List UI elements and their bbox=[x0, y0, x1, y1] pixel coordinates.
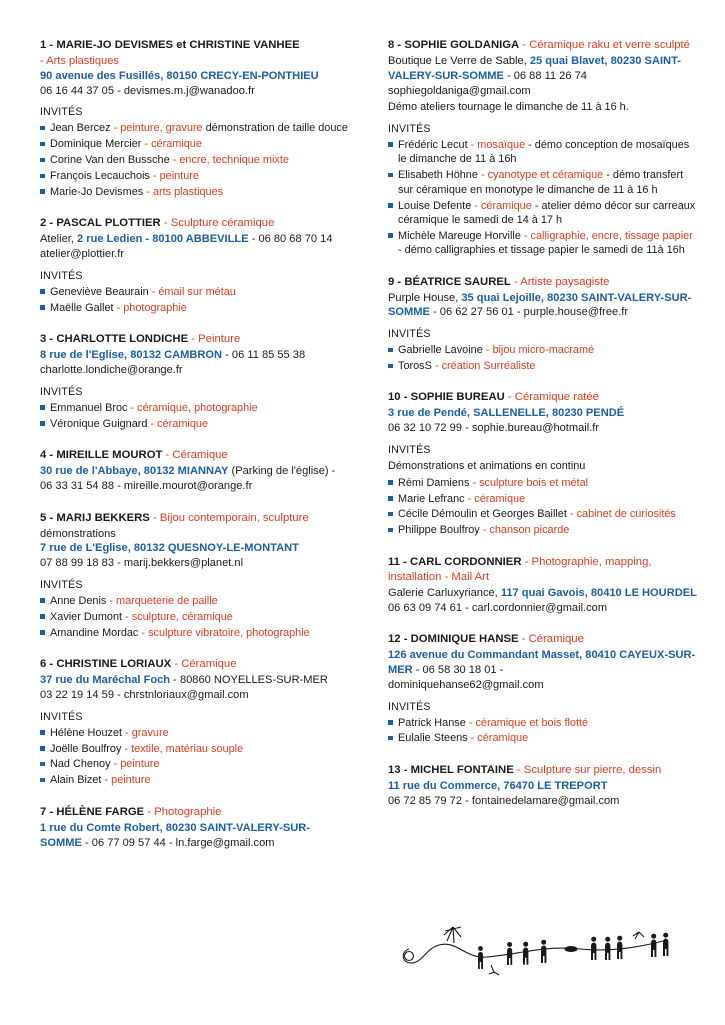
entry-contact: atelier@plottier.fr bbox=[40, 248, 125, 261]
entry-heading bbox=[40, 511, 350, 526]
entry-address-line bbox=[40, 232, 350, 247]
entry-role: - Photographie bbox=[147, 805, 222, 818]
entry-address-line bbox=[40, 673, 350, 688]
artist-entry bbox=[40, 448, 350, 494]
artist-entry bbox=[388, 275, 698, 374]
list-item bbox=[40, 401, 350, 415]
address-suffix: - 06 88 11 26 74 bbox=[503, 69, 587, 82]
guest-desc: - arts plastiques bbox=[146, 185, 224, 198]
entry-heading bbox=[40, 216, 350, 231]
entry-note: démonstrations bbox=[40, 527, 116, 540]
entry-role: - Sculpture céramique bbox=[163, 217, 275, 230]
guest-desc: - céramique bbox=[150, 417, 209, 430]
entry-role: - Bijou contemporain, sculpture bbox=[153, 511, 309, 524]
guest-desc: - photographie bbox=[116, 301, 187, 314]
guest-name: Jean Bercez bbox=[50, 122, 111, 135]
entry-title: 3 - CHARLOTTE LONDICHE bbox=[40, 333, 189, 346]
entry-title: 5 - MARIJ BEKKERS bbox=[40, 511, 150, 524]
guests-label: INVITÉS bbox=[388, 443, 431, 456]
guest-name: Elisabeth Höhne bbox=[398, 169, 478, 182]
entry-title: 1 - MARIE-JO DEVISMES et CHRISTINE VANHEE bbox=[40, 39, 300, 51]
guest-name: Frédéric Lecut bbox=[398, 138, 468, 151]
list-item bbox=[40, 285, 350, 299]
guest-tail: démonstration de taille douce bbox=[205, 122, 348, 135]
entry-address: 25 quai Blavet, 80230 SAINT-VALERY-SUR-SOMME bbox=[388, 55, 681, 82]
list-item bbox=[388, 138, 698, 167]
artist-entry bbox=[40, 216, 350, 315]
entry-address: 3 rue de Pendé, SALLENELLE, 80230 PENDÉ bbox=[388, 407, 625, 420]
entry-note: Démo ateliers tournage le dimanche de 11 à 16 h. bbox=[388, 101, 629, 114]
guest-name: Corine Van den Bussche bbox=[50, 154, 170, 167]
entry-role: - Peinture bbox=[191, 333, 241, 346]
list-item bbox=[388, 168, 698, 197]
guest-desc: - cabinet de curiosités bbox=[569, 508, 676, 521]
guest-desc: - peinture bbox=[113, 758, 160, 771]
entry-role: - Céramique bbox=[174, 658, 237, 671]
address-suffix: - 06 77 09 57 44 - ln.farge@gmail.com bbox=[81, 836, 275, 849]
address-prefix: Boutique Le Verre de Sable, bbox=[388, 55, 530, 68]
guest-list bbox=[388, 476, 698, 538]
entry-role: - Céramique raku et verre sculpté bbox=[522, 39, 690, 51]
guest-tail: - démo calligraphies et tissage papier le samedi de 11à 16h bbox=[398, 244, 685, 257]
entry-note: Démonstrations et animations en continu bbox=[388, 460, 586, 473]
artist-entry bbox=[388, 555, 698, 616]
list-item bbox=[40, 742, 350, 756]
guest-tail: - démo transfert sur céramique en monotype le dimanche de 11 à 16 h bbox=[398, 169, 684, 196]
artist-entry bbox=[40, 805, 350, 851]
entry-role: - Sculpture sur pierre, dessin bbox=[516, 763, 662, 776]
entry-address-line bbox=[388, 586, 698, 601]
guest-desc: - sculpture, céramique bbox=[125, 610, 233, 623]
entry-heading bbox=[40, 332, 350, 347]
entry-address: 2 rue Ledien - 80100 ABBEVILLE bbox=[77, 233, 249, 246]
guest-name: Marie Lefranc bbox=[398, 492, 465, 505]
guest-name: Rémi Damiens bbox=[398, 476, 470, 489]
entry-title: 6 - CHRISTINE LORIAUX bbox=[40, 658, 172, 671]
guest-desc: - émail sur métau bbox=[151, 285, 236, 298]
guests-label: INVITÉS bbox=[388, 700, 431, 713]
entry-title: 9 - BÉATRICE SAUREL bbox=[388, 275, 511, 288]
list-item bbox=[388, 492, 698, 506]
guest-list bbox=[40, 594, 350, 640]
entry-role: - Photographie, mapping, installation - Mail Art bbox=[388, 555, 652, 583]
list-item bbox=[388, 199, 698, 228]
list-item bbox=[388, 359, 698, 373]
guest-name: Philippe Boulfroy bbox=[398, 524, 480, 537]
entry-title: 11 - CARL CORDONNIER bbox=[388, 555, 522, 568]
entry-address-line bbox=[40, 464, 350, 494]
guests-label: INVITÉS bbox=[40, 269, 83, 282]
entry-heading bbox=[388, 632, 698, 647]
guest-name: Véronique Guignard bbox=[50, 417, 148, 430]
entry-address: 7 rue de L'Eglise, 80132 QUESNOY-LE-MONTANT bbox=[40, 542, 299, 555]
address-suffix: - 06 62 27 56 01 - purple.house@free.fr bbox=[429, 306, 629, 319]
guests-label: INVITÉS bbox=[40, 578, 83, 591]
guest-name: Marie-Jo Devismes bbox=[50, 185, 144, 198]
left-column bbox=[40, 38, 350, 867]
entry-address-line bbox=[40, 821, 350, 851]
guest-list bbox=[388, 716, 698, 746]
guest-list bbox=[40, 285, 350, 315]
guest-desc: - gravure bbox=[125, 726, 169, 739]
guest-name: Emmanuel Broc bbox=[50, 401, 128, 414]
right-column bbox=[388, 38, 698, 825]
guest-name: Maëlle Gallet bbox=[50, 301, 114, 314]
list-item bbox=[388, 343, 698, 357]
entry-title: 10 - SOPHIE BUREAU bbox=[388, 391, 505, 404]
entry-address: 8 rue de l'Eglise, 80132 CAMBRON bbox=[40, 349, 223, 362]
address-prefix: Atelier, bbox=[40, 233, 77, 246]
entry-contact: 06 63 09 74 61 - carl.cordonnier@gmail.com bbox=[388, 601, 608, 614]
guest-desc: - sculpture vibratoire, photographie bbox=[141, 626, 310, 639]
list-item bbox=[40, 610, 350, 624]
entry-title: 2 - PASCAL PLOTTIER bbox=[40, 217, 161, 230]
entry-contact: sophiegoldaniga@gmail.com bbox=[388, 84, 531, 97]
list-item bbox=[40, 137, 350, 151]
address-suffix: - 06 11 85 55 38 bbox=[222, 349, 306, 362]
guests-label: INVITÉS bbox=[388, 328, 431, 341]
guest-desc: - céramique bbox=[470, 732, 529, 745]
entry-address-line bbox=[388, 291, 698, 321]
guest-desc: - céramique, photographie bbox=[130, 401, 258, 414]
guest-desc: - textile, matériau souple bbox=[124, 742, 244, 755]
entry-role: - Céramique ratée bbox=[507, 391, 599, 404]
guest-list bbox=[40, 121, 350, 199]
entry-title: 4 - MIREILLE MOUROT bbox=[40, 449, 163, 462]
guest-desc: - calligraphie, encre, tissage papier bbox=[523, 229, 693, 242]
address-suffix: (Parking de l'église) - 06 33 31 54 88 - mireille.mourot@orange.fr bbox=[40, 465, 336, 492]
guest-desc: - peinture, gravure bbox=[113, 122, 203, 135]
entry-contact: 07 88 99 18 83 - marij.bekkers@planet.nl bbox=[40, 557, 244, 570]
entry-title: 12 - DOMINIQUE HANSE bbox=[388, 633, 519, 646]
list-item bbox=[40, 773, 350, 787]
list-item bbox=[40, 726, 350, 740]
entry-heading bbox=[388, 763, 698, 778]
entry-heading bbox=[388, 390, 698, 405]
artist-entry bbox=[40, 511, 350, 641]
list-item bbox=[40, 594, 350, 608]
entry-heading bbox=[40, 657, 350, 672]
guests-label: INVITÉS bbox=[40, 385, 83, 398]
guest-name: Nad Chenoy bbox=[50, 758, 111, 771]
guest-name: Gabrielle Lavoine bbox=[398, 344, 483, 357]
entry-contact: charlotte.londiche@orange.fr bbox=[40, 363, 183, 376]
guest-list bbox=[40, 401, 350, 431]
entry-heading bbox=[388, 555, 698, 585]
entry-role: - Arts plastiques bbox=[40, 55, 119, 68]
artist-entry bbox=[40, 657, 350, 788]
entry-heading bbox=[388, 275, 698, 290]
entry-role: - Céramique bbox=[521, 633, 584, 646]
artist-entry bbox=[388, 763, 698, 809]
guest-desc: - bijou micro-macramé bbox=[485, 344, 595, 357]
entry-address: 35 quai Lejoille, 80230 SAINT-VALERY-SUR-SOMME bbox=[388, 291, 692, 319]
list-item bbox=[40, 121, 350, 135]
address-suffix: - 80860 NOYELLES-SUR-MER bbox=[170, 674, 328, 687]
entry-address-line bbox=[40, 348, 350, 363]
list-item bbox=[388, 507, 698, 521]
guest-name: Dominique Mercier bbox=[50, 138, 142, 151]
guest-name: Michèle Mareuge Horville bbox=[398, 229, 521, 242]
address-prefix: Galerie Carluxyriance, bbox=[388, 586, 501, 599]
address-suffix: - 06 80 68 70 14 bbox=[248, 233, 333, 246]
entry-title: 8 - SOPHIE GOLDANIGA bbox=[388, 39, 520, 51]
guest-desc: - peinture bbox=[104, 774, 151, 787]
entry-address-line bbox=[388, 54, 698, 84]
guest-desc: - encre, technique mixte bbox=[172, 154, 289, 167]
list-item bbox=[40, 169, 350, 183]
artist-entry bbox=[388, 632, 698, 746]
guest-name: TorosS bbox=[398, 360, 432, 373]
guest-list bbox=[40, 726, 350, 788]
guests-label: INVITÉS bbox=[40, 106, 83, 119]
guest-name: Hélène Houzet bbox=[50, 726, 123, 739]
entry-address: 90 avenue des Fusillés, 80150 CRECY-EN-PONTHIEU bbox=[40, 69, 319, 82]
guest-list bbox=[388, 343, 698, 373]
entry-role: - Artiste paysagiste bbox=[513, 275, 610, 288]
guest-name: Geneviève Beaurain bbox=[50, 285, 149, 298]
list-item bbox=[388, 731, 698, 745]
entry-title: 13 - MICHEL FONTAINE bbox=[388, 763, 514, 776]
two-column-layout bbox=[40, 38, 697, 867]
entry-heading bbox=[40, 38, 350, 53]
entry-contact: 06 72 85 79 72 - fontainedelamare@gmail.com bbox=[388, 794, 620, 807]
guest-desc: - céramique bbox=[144, 138, 202, 151]
entry-role: - Céramique bbox=[165, 449, 228, 462]
guest-desc: - céramique bbox=[467, 492, 526, 505]
guest-name: Cécile Démoulin et Georges Baillet bbox=[398, 508, 567, 521]
guest-name: Amandine Mordac bbox=[50, 626, 139, 639]
address-prefix: Purple House, bbox=[388, 291, 462, 304]
decorative-footer-illustration bbox=[395, 905, 695, 995]
list-item bbox=[388, 229, 698, 258]
list-item bbox=[40, 626, 350, 640]
list-item bbox=[40, 417, 350, 431]
list-item bbox=[388, 716, 698, 730]
list-item bbox=[40, 757, 350, 771]
entry-address: 11 rue du Commerce, 76470 LE TREPORT bbox=[388, 779, 608, 792]
guests-label: INVITÉS bbox=[40, 710, 83, 723]
entry-address-line bbox=[388, 648, 698, 678]
entry-heading bbox=[388, 38, 698, 53]
guest-desc: - marqueterie de paille bbox=[109, 594, 218, 607]
artist-entry bbox=[388, 38, 698, 258]
entry-contact: 03 22 19 14 59 - chrstnloriaux@gmail.com bbox=[40, 688, 249, 701]
entry-address: 117 quai Gavois, 80410 LE HOURDEL bbox=[500, 586, 697, 599]
guest-tail: - atelier démo décor sur carreaux céramique le samedi de 14 à 17 h bbox=[398, 199, 696, 226]
entry-address: 126 avenue du Commandant Masset, 80410 CAYEUX-SUR-MER bbox=[388, 649, 696, 677]
list-item bbox=[388, 476, 698, 490]
guest-desc: - céramique et bois flotté bbox=[468, 716, 589, 729]
guest-name: Anne Denis bbox=[50, 594, 107, 607]
guest-desc: - céramique bbox=[474, 199, 532, 212]
entry-contact: dominiquehanse62@gmail.com bbox=[388, 678, 544, 691]
guest-name: Patrick Hanse bbox=[398, 716, 466, 729]
address-suffix: - 06 58 30 18 01 - bbox=[412, 664, 504, 677]
list-item bbox=[40, 185, 350, 199]
guest-desc: - création Surréaliste bbox=[434, 360, 536, 373]
guest-desc: - sculpture bois et métal bbox=[472, 476, 589, 489]
guest-desc: - mosaïque bbox=[470, 138, 526, 151]
guest-desc: - peinture bbox=[152, 170, 199, 183]
entry-title: 7 - HÉLÈNE FARGE bbox=[40, 805, 145, 818]
list-item bbox=[388, 523, 698, 537]
entry-contact: 06 16 44 37 05 - devismes.m.j@wanadoo.fr bbox=[40, 84, 255, 97]
guest-name: Joëlle Boulfroy bbox=[50, 742, 122, 755]
guest-desc: - chanson picarde bbox=[482, 524, 570, 537]
guest-name: Alain Bizet bbox=[50, 774, 102, 787]
artist-entry bbox=[40, 38, 350, 199]
entry-heading bbox=[40, 805, 350, 820]
guest-tail: - démo conception de mosaïques le dimanche de 11 à 16h bbox=[398, 138, 690, 166]
guest-name: François Lecauchois bbox=[50, 170, 150, 183]
entry-heading bbox=[40, 448, 350, 463]
people-silhouettes-icon bbox=[395, 905, 695, 995]
guest-name: Eulalie Steens bbox=[398, 732, 468, 745]
list-item bbox=[40, 153, 350, 167]
list-item bbox=[40, 301, 350, 315]
entry-address: 1 rue du Comte Robert, 80230 SAINT-VALERY-SUR-SOMME bbox=[40, 821, 310, 849]
guest-desc: - cyanotype et céramique bbox=[480, 169, 604, 182]
guests-label: INVITÉS bbox=[388, 122, 431, 135]
entry-address: 30 rue de l'Abbaye, 80132 MIANNAY bbox=[40, 465, 229, 478]
guest-name: Louise Defente bbox=[398, 199, 472, 212]
guest-name: Xavier Dumont bbox=[50, 610, 123, 623]
entry-contact: 06 32 10 72 99 - sophie.bureau@hotmail.fr bbox=[388, 422, 600, 435]
artist-entry bbox=[388, 390, 698, 537]
guest-list bbox=[388, 138, 698, 258]
entry-address: 37 rue du Maréchal Foch bbox=[40, 674, 171, 687]
artist-entry bbox=[40, 332, 350, 431]
